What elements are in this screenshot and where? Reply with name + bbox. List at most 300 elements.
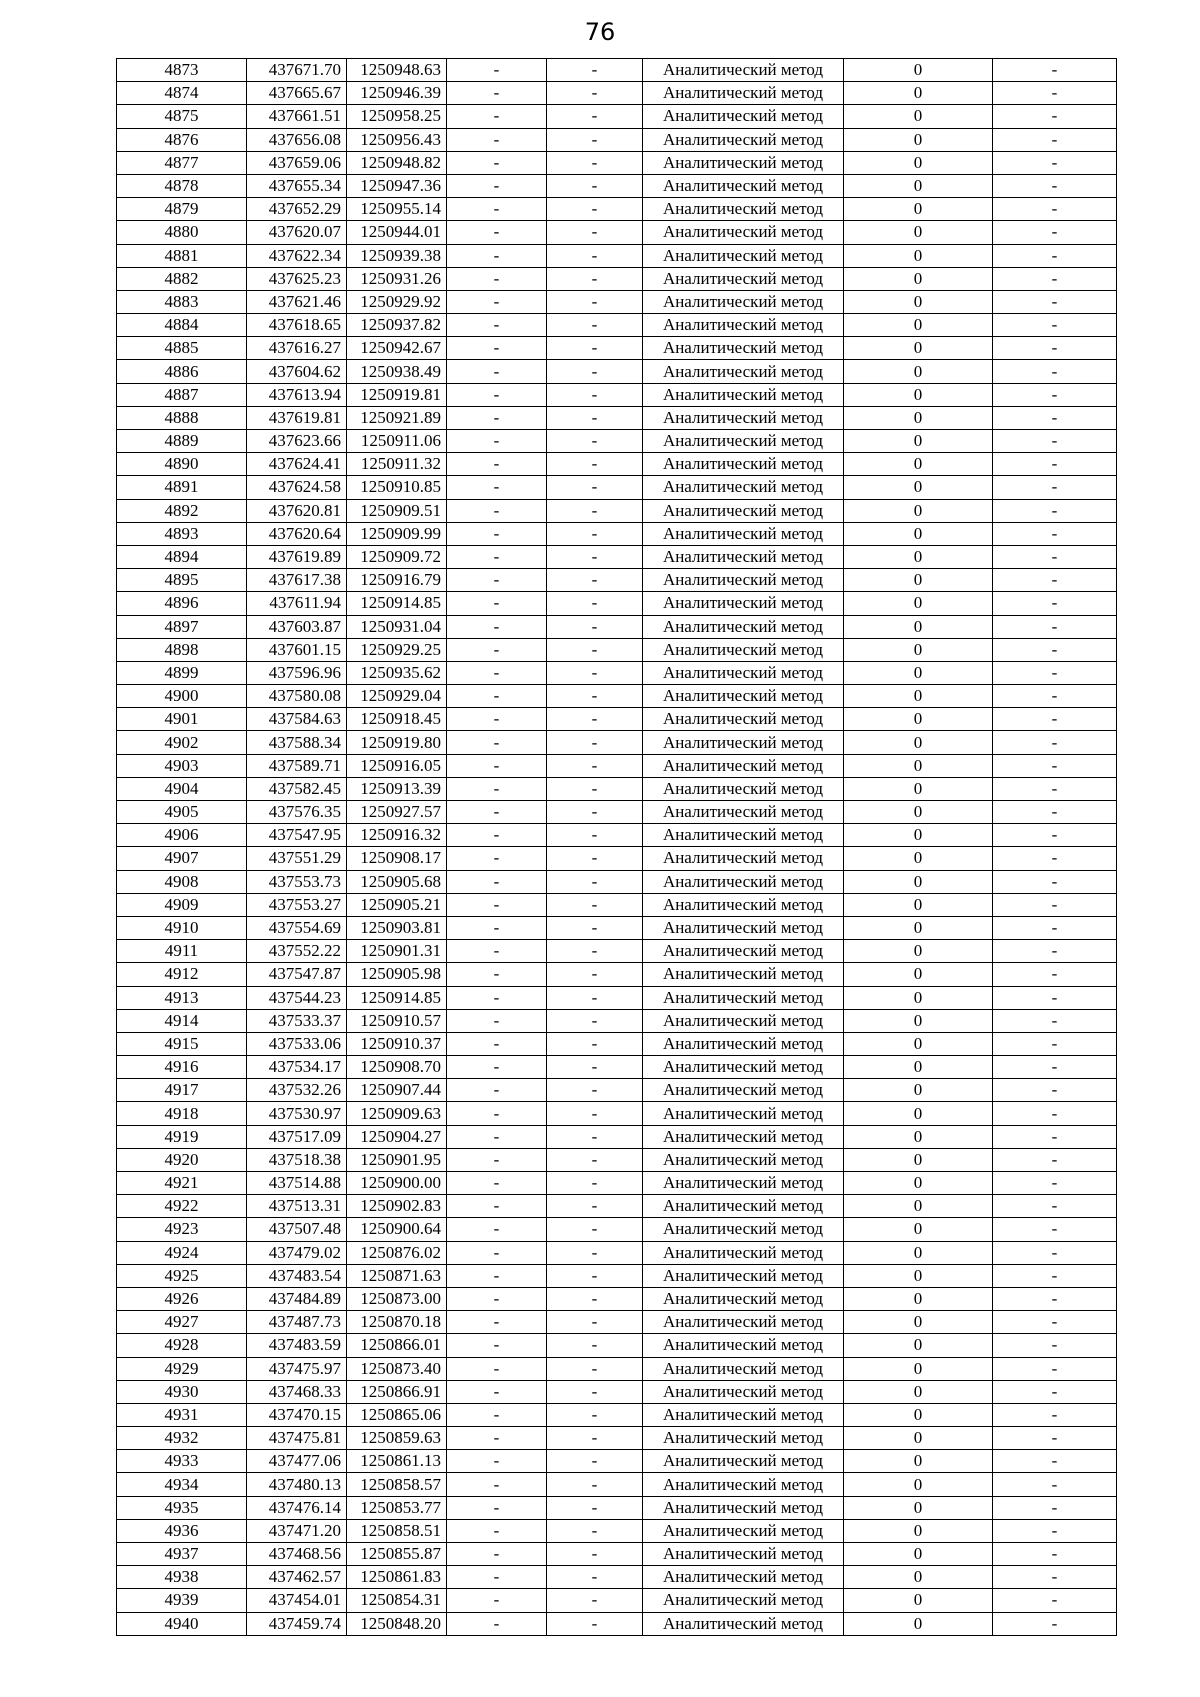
dash-cell-c: - xyxy=(993,221,1117,244)
dash-cell-a: - xyxy=(447,1172,547,1195)
dash-cell-c: - xyxy=(993,59,1117,82)
x-coordinate-cell: 437483.59 xyxy=(247,1334,347,1357)
method-cell: Аналитический метод xyxy=(643,963,844,986)
table-row xyxy=(117,1056,1117,1079)
dash-cell-c: - xyxy=(993,1056,1117,1079)
method-cell: Аналитический метод xyxy=(643,151,844,174)
x-coordinate-cell: 437622.34 xyxy=(247,244,347,267)
y-coordinate-cell: 1250901.95 xyxy=(347,1148,447,1171)
point-number-cell: 4906 xyxy=(117,824,247,847)
dash-cell-b: - xyxy=(547,708,643,731)
x-coordinate-cell: 437619.89 xyxy=(247,545,347,568)
table-row xyxy=(117,916,1117,939)
method-cell: Аналитический метод xyxy=(643,105,844,128)
dash-cell-b: - xyxy=(547,1473,643,1496)
dash-cell-c: - xyxy=(993,754,1117,777)
dash-cell-b: - xyxy=(547,1102,643,1125)
point-number-cell: 4876 xyxy=(117,128,247,151)
x-coordinate-cell: 437580.08 xyxy=(247,685,347,708)
y-coordinate-cell: 1250946.39 xyxy=(347,82,447,105)
table-row xyxy=(117,801,1117,824)
y-coordinate-cell: 1250911.06 xyxy=(347,430,447,453)
dash-cell-a: - xyxy=(447,569,547,592)
method-cell: Аналитический метод xyxy=(643,453,844,476)
point-number-cell: 4923 xyxy=(117,1218,247,1241)
point-number-cell: 4895 xyxy=(117,569,247,592)
y-coordinate-cell: 1250907.44 xyxy=(347,1079,447,1102)
x-coordinate-cell: 437544.23 xyxy=(247,986,347,1009)
point-number-cell: 4914 xyxy=(117,1009,247,1032)
dash-cell-a: - xyxy=(447,1543,547,1566)
dash-cell-a: - xyxy=(447,940,547,963)
dash-cell-a: - xyxy=(447,615,547,638)
dash-cell-a: - xyxy=(447,1148,547,1171)
dash-cell-b: - xyxy=(547,174,643,197)
table-row xyxy=(117,1543,1117,1566)
dash-cell-b: - xyxy=(547,754,643,777)
dash-cell-c: - xyxy=(993,545,1117,568)
dash-cell-b: - xyxy=(547,314,643,337)
method-cell: Аналитический метод xyxy=(643,1009,844,1032)
y-coordinate-cell: 1250870.18 xyxy=(347,1311,447,1334)
method-cell: Аналитический метод xyxy=(643,290,844,313)
point-number-cell: 4904 xyxy=(117,777,247,800)
x-coordinate-cell: 437584.63 xyxy=(247,708,347,731)
y-coordinate-cell: 1250918.45 xyxy=(347,708,447,731)
dash-cell-c: - xyxy=(993,1172,1117,1195)
dash-cell-c: - xyxy=(993,1264,1117,1287)
point-number-cell: 4940 xyxy=(117,1612,247,1635)
point-number-cell: 4885 xyxy=(117,337,247,360)
dash-cell-c: - xyxy=(993,1125,1117,1148)
dash-cell-b: - xyxy=(547,569,643,592)
dash-cell-a: - xyxy=(447,893,547,916)
value-cell: 0 xyxy=(844,1009,993,1032)
dash-cell-b: - xyxy=(547,1612,643,1635)
table-row xyxy=(117,1102,1117,1125)
dash-cell-c: - xyxy=(993,244,1117,267)
table-row xyxy=(117,893,1117,916)
point-number-cell: 4884 xyxy=(117,314,247,337)
value-cell: 0 xyxy=(844,1264,993,1287)
dash-cell-b: - xyxy=(547,1357,643,1380)
dash-cell-a: - xyxy=(447,221,547,244)
point-number-cell: 4896 xyxy=(117,592,247,615)
value-cell: 0 xyxy=(844,801,993,824)
table-row xyxy=(117,1148,1117,1171)
dash-cell-a: - xyxy=(447,406,547,429)
x-coordinate-cell: 437665.67 xyxy=(247,82,347,105)
dash-cell-b: - xyxy=(547,801,643,824)
method-cell: Аналитический метод xyxy=(643,1056,844,1079)
y-coordinate-cell: 1250944.01 xyxy=(347,221,447,244)
y-coordinate-cell: 1250916.32 xyxy=(347,824,447,847)
x-coordinate-cell: 437475.81 xyxy=(247,1427,347,1450)
point-number-cell: 4912 xyxy=(117,963,247,986)
point-number-cell: 4927 xyxy=(117,1311,247,1334)
y-coordinate-cell: 1250921.89 xyxy=(347,406,447,429)
point-number-cell: 4918 xyxy=(117,1102,247,1125)
x-coordinate-cell: 437596.96 xyxy=(247,661,347,684)
dash-cell-a: - xyxy=(447,870,547,893)
dash-cell-a: - xyxy=(447,174,547,197)
y-coordinate-cell: 1250905.21 xyxy=(347,893,447,916)
dash-cell-a: - xyxy=(447,105,547,128)
table-row xyxy=(117,661,1117,684)
table-row xyxy=(117,174,1117,197)
dash-cell-c: - xyxy=(993,314,1117,337)
method-cell: Аналитический метод xyxy=(643,1334,844,1357)
y-coordinate-cell: 1250909.72 xyxy=(347,545,447,568)
dash-cell-b: - xyxy=(547,198,643,221)
value-cell: 0 xyxy=(844,940,993,963)
value-cell: 0 xyxy=(844,824,993,847)
y-coordinate-cell: 1250876.02 xyxy=(347,1241,447,1264)
value-cell: 0 xyxy=(844,1427,993,1450)
x-coordinate-cell: 437514.88 xyxy=(247,1172,347,1195)
x-coordinate-cell: 437603.87 xyxy=(247,615,347,638)
dash-cell-a: - xyxy=(447,128,547,151)
x-coordinate-cell: 437462.57 xyxy=(247,1566,347,1589)
x-coordinate-cell: 437576.35 xyxy=(247,801,347,824)
value-cell: 0 xyxy=(844,105,993,128)
dash-cell-a: - xyxy=(447,1357,547,1380)
point-number-cell: 4937 xyxy=(117,1543,247,1566)
point-number-cell: 4929 xyxy=(117,1357,247,1380)
y-coordinate-cell: 1250908.17 xyxy=(347,847,447,870)
point-number-cell: 4898 xyxy=(117,638,247,661)
dash-cell-c: - xyxy=(993,198,1117,221)
table-row xyxy=(117,824,1117,847)
y-coordinate-cell: 1250919.80 xyxy=(347,731,447,754)
table-row xyxy=(117,406,1117,429)
dash-cell-a: - xyxy=(447,661,547,684)
dash-cell-b: - xyxy=(547,406,643,429)
dash-cell-a: - xyxy=(447,824,547,847)
dash-cell-c: - xyxy=(993,1589,1117,1612)
value-cell: 0 xyxy=(844,1543,993,1566)
dash-cell-a: - xyxy=(447,1334,547,1357)
dash-cell-b: - xyxy=(547,105,643,128)
value-cell: 0 xyxy=(844,545,993,568)
x-coordinate-cell: 437476.14 xyxy=(247,1496,347,1519)
method-cell: Аналитический метод xyxy=(643,893,844,916)
method-cell: Аналитический метод xyxy=(643,777,844,800)
y-coordinate-cell: 1250854.31 xyxy=(347,1589,447,1612)
dash-cell-c: - xyxy=(993,777,1117,800)
dash-cell-a: - xyxy=(447,244,547,267)
x-coordinate-cell: 437621.46 xyxy=(247,290,347,313)
dash-cell-c: - xyxy=(993,801,1117,824)
dash-cell-c: - xyxy=(993,1403,1117,1426)
dash-cell-a: - xyxy=(447,290,547,313)
point-number-cell: 4917 xyxy=(117,1079,247,1102)
x-coordinate-cell: 437471.20 xyxy=(247,1519,347,1542)
dash-cell-a: - xyxy=(447,1612,547,1635)
dash-cell-b: - xyxy=(547,638,643,661)
dash-cell-b: - xyxy=(547,1195,643,1218)
dash-cell-c: - xyxy=(993,1519,1117,1542)
table-row xyxy=(117,615,1117,638)
method-cell: Аналитический метод xyxy=(643,406,844,429)
dash-cell-a: - xyxy=(447,1218,547,1241)
dash-cell-a: - xyxy=(447,1380,547,1403)
dash-cell-c: - xyxy=(993,1496,1117,1519)
dash-cell-c: - xyxy=(993,499,1117,522)
point-number-cell: 4889 xyxy=(117,430,247,453)
table-row xyxy=(117,1566,1117,1589)
table-row xyxy=(117,1311,1117,1334)
value-cell: 0 xyxy=(844,453,993,476)
point-number-cell: 4888 xyxy=(117,406,247,429)
dash-cell-a: - xyxy=(447,754,547,777)
y-coordinate-cell: 1250909.63 xyxy=(347,1102,447,1125)
value-cell: 0 xyxy=(844,1079,993,1102)
dash-cell-c: - xyxy=(993,430,1117,453)
dash-cell-a: - xyxy=(447,267,547,290)
x-coordinate-cell: 437468.56 xyxy=(247,1543,347,1566)
y-coordinate-cell: 1250937.82 xyxy=(347,314,447,337)
y-coordinate-cell: 1250905.98 xyxy=(347,963,447,986)
value-cell: 0 xyxy=(844,1380,993,1403)
dash-cell-a: - xyxy=(447,1519,547,1542)
point-number-cell: 4903 xyxy=(117,754,247,777)
value-cell: 0 xyxy=(844,1056,993,1079)
x-coordinate-cell: 437470.15 xyxy=(247,1403,347,1426)
point-number-cell: 4899 xyxy=(117,661,247,684)
value-cell: 0 xyxy=(844,1032,993,1055)
dash-cell-a: - xyxy=(447,916,547,939)
point-number-cell: 4935 xyxy=(117,1496,247,1519)
x-coordinate-cell: 437517.09 xyxy=(247,1125,347,1148)
method-cell: Аналитический метод xyxy=(643,244,844,267)
method-cell: Аналитический метод xyxy=(643,337,844,360)
method-cell: Аналитический метод xyxy=(643,522,844,545)
dash-cell-c: - xyxy=(993,267,1117,290)
method-cell: Аналитический метод xyxy=(643,499,844,522)
dash-cell-c: - xyxy=(993,1148,1117,1171)
method-cell: Аналитический метод xyxy=(643,801,844,824)
table-row xyxy=(117,870,1117,893)
point-number-cell: 4879 xyxy=(117,198,247,221)
method-cell: Аналитический метод xyxy=(643,1589,844,1612)
dash-cell-b: - xyxy=(547,592,643,615)
dash-cell-a: - xyxy=(447,1009,547,1032)
y-coordinate-cell: 1250905.68 xyxy=(347,870,447,893)
table-row xyxy=(117,754,1117,777)
dash-cell-a: - xyxy=(447,337,547,360)
point-number-cell: 4873 xyxy=(117,59,247,82)
dash-cell-c: - xyxy=(993,1450,1117,1473)
value-cell: 0 xyxy=(844,59,993,82)
dash-cell-a: - xyxy=(447,453,547,476)
value-cell: 0 xyxy=(844,685,993,708)
dash-cell-c: - xyxy=(993,105,1117,128)
table-row xyxy=(117,1264,1117,1287)
dash-cell-c: - xyxy=(993,151,1117,174)
dash-cell-c: - xyxy=(993,476,1117,499)
dash-cell-c: - xyxy=(993,893,1117,916)
dash-cell-b: - xyxy=(547,1079,643,1102)
method-cell: Аналитический метод xyxy=(643,59,844,82)
table-row xyxy=(117,198,1117,221)
method-cell: Аналитический метод xyxy=(643,824,844,847)
dash-cell-a: - xyxy=(447,1056,547,1079)
dash-cell-c: - xyxy=(993,522,1117,545)
dash-cell-b: - xyxy=(547,360,643,383)
table-row xyxy=(117,1032,1117,1055)
value-cell: 0 xyxy=(844,754,993,777)
dash-cell-c: - xyxy=(993,916,1117,939)
y-coordinate-cell: 1250909.51 xyxy=(347,499,447,522)
table-row xyxy=(117,267,1117,290)
dash-cell-b: - xyxy=(547,499,643,522)
value-cell: 0 xyxy=(844,522,993,545)
y-coordinate-cell: 1250947.36 xyxy=(347,174,447,197)
table-row xyxy=(117,244,1117,267)
y-coordinate-cell: 1250929.04 xyxy=(347,685,447,708)
x-coordinate-cell: 437613.94 xyxy=(247,383,347,406)
x-coordinate-cell: 437468.33 xyxy=(247,1380,347,1403)
point-number-cell: 4932 xyxy=(117,1427,247,1450)
y-coordinate-cell: 1250900.64 xyxy=(347,1218,447,1241)
value-cell: 0 xyxy=(844,1589,993,1612)
value-cell: 0 xyxy=(844,1357,993,1380)
point-number-cell: 4925 xyxy=(117,1264,247,1287)
y-coordinate-cell: 1250858.51 xyxy=(347,1519,447,1542)
y-coordinate-cell: 1250859.63 xyxy=(347,1427,447,1450)
method-cell: Аналитический метод xyxy=(643,1543,844,1566)
y-coordinate-cell: 1250948.82 xyxy=(347,151,447,174)
dash-cell-b: - xyxy=(547,1519,643,1542)
table-row xyxy=(117,592,1117,615)
dash-cell-a: - xyxy=(447,1473,547,1496)
dash-cell-a: - xyxy=(447,545,547,568)
x-coordinate-cell: 437601.15 xyxy=(247,638,347,661)
point-number-cell: 4882 xyxy=(117,267,247,290)
dash-cell-c: - xyxy=(993,337,1117,360)
method-cell: Аналитический метод xyxy=(643,360,844,383)
table-row xyxy=(117,708,1117,731)
point-number-cell: 4878 xyxy=(117,174,247,197)
method-cell: Аналитический метод xyxy=(643,1264,844,1287)
value-cell: 0 xyxy=(844,847,993,870)
dash-cell-b: - xyxy=(547,82,643,105)
table-row xyxy=(117,1195,1117,1218)
point-number-cell: 4921 xyxy=(117,1172,247,1195)
dash-cell-b: - xyxy=(547,1589,643,1612)
y-coordinate-cell: 1250904.27 xyxy=(347,1125,447,1148)
method-cell: Аналитический метод xyxy=(643,1427,844,1450)
y-coordinate-cell: 1250948.63 xyxy=(347,59,447,82)
dash-cell-b: - xyxy=(547,1218,643,1241)
table-row xyxy=(117,221,1117,244)
method-cell: Аналитический метод xyxy=(643,1496,844,1519)
y-coordinate-cell: 1250909.99 xyxy=(347,522,447,545)
y-coordinate-cell: 1250900.00 xyxy=(347,1172,447,1195)
method-cell: Аналитический метод xyxy=(643,545,844,568)
dash-cell-a: - xyxy=(447,383,547,406)
method-cell: Аналитический метод xyxy=(643,1148,844,1171)
dash-cell-b: - xyxy=(547,128,643,151)
value-cell: 0 xyxy=(844,1218,993,1241)
dash-cell-a: - xyxy=(447,314,547,337)
point-number-cell: 4939 xyxy=(117,1589,247,1612)
dash-cell-b: - xyxy=(547,1496,643,1519)
value-cell: 0 xyxy=(844,128,993,151)
value-cell: 0 xyxy=(844,1473,993,1496)
table-row xyxy=(117,337,1117,360)
dash-cell-b: - xyxy=(547,1056,643,1079)
dash-cell-c: - xyxy=(993,1473,1117,1496)
x-coordinate-cell: 437518.38 xyxy=(247,1148,347,1171)
method-cell: Аналитический метод xyxy=(643,847,844,870)
point-number-cell: 4916 xyxy=(117,1056,247,1079)
y-coordinate-cell: 1250853.77 xyxy=(347,1496,447,1519)
y-coordinate-cell: 1250913.39 xyxy=(347,777,447,800)
dash-cell-a: - xyxy=(447,198,547,221)
dash-cell-a: - xyxy=(447,1125,547,1148)
dash-cell-a: - xyxy=(447,963,547,986)
dash-cell-b: - xyxy=(547,59,643,82)
value-cell: 0 xyxy=(844,198,993,221)
x-coordinate-cell: 437582.45 xyxy=(247,777,347,800)
dash-cell-a: - xyxy=(447,638,547,661)
method-cell: Аналитический метод xyxy=(643,1218,844,1241)
dash-cell-c: - xyxy=(993,290,1117,313)
dash-cell-b: - xyxy=(547,685,643,708)
table-row xyxy=(117,638,1117,661)
method-cell: Аналитический метод xyxy=(643,1519,844,1542)
x-coordinate-cell: 437623.66 xyxy=(247,430,347,453)
y-coordinate-cell: 1250903.81 xyxy=(347,916,447,939)
method-cell: Аналитический метод xyxy=(643,1566,844,1589)
point-number-cell: 4938 xyxy=(117,1566,247,1589)
value-cell: 0 xyxy=(844,337,993,360)
method-cell: Аналитический метод xyxy=(643,1172,844,1195)
dash-cell-c: - xyxy=(993,82,1117,105)
dash-cell-c: - xyxy=(993,847,1117,870)
dash-cell-c: - xyxy=(993,1218,1117,1241)
method-cell: Аналитический метод xyxy=(643,1241,844,1264)
dash-cell-b: - xyxy=(547,1311,643,1334)
value-cell: 0 xyxy=(844,244,993,267)
method-cell: Аналитический метод xyxy=(643,661,844,684)
method-cell: Аналитический метод xyxy=(643,476,844,499)
y-coordinate-cell: 1250910.57 xyxy=(347,1009,447,1032)
x-coordinate-cell: 437533.37 xyxy=(247,1009,347,1032)
table-row xyxy=(117,1380,1117,1403)
dash-cell-a: - xyxy=(447,360,547,383)
dash-cell-a: - xyxy=(447,1589,547,1612)
value-cell: 0 xyxy=(844,360,993,383)
x-coordinate-cell: 437652.29 xyxy=(247,198,347,221)
x-coordinate-cell: 437618.65 xyxy=(247,314,347,337)
y-coordinate-cell: 1250861.83 xyxy=(347,1566,447,1589)
method-cell: Аналитический метод xyxy=(643,615,844,638)
dash-cell-a: - xyxy=(447,801,547,824)
point-number-cell: 4883 xyxy=(117,290,247,313)
dash-cell-b: - xyxy=(547,824,643,847)
method-cell: Аналитический метод xyxy=(643,1357,844,1380)
point-number-cell: 4891 xyxy=(117,476,247,499)
dash-cell-c: - xyxy=(993,963,1117,986)
dash-cell-c: - xyxy=(993,1427,1117,1450)
dash-cell-c: - xyxy=(993,1380,1117,1403)
point-number-cell: 4910 xyxy=(117,916,247,939)
method-cell: Аналитический метод xyxy=(643,267,844,290)
value-cell: 0 xyxy=(844,870,993,893)
